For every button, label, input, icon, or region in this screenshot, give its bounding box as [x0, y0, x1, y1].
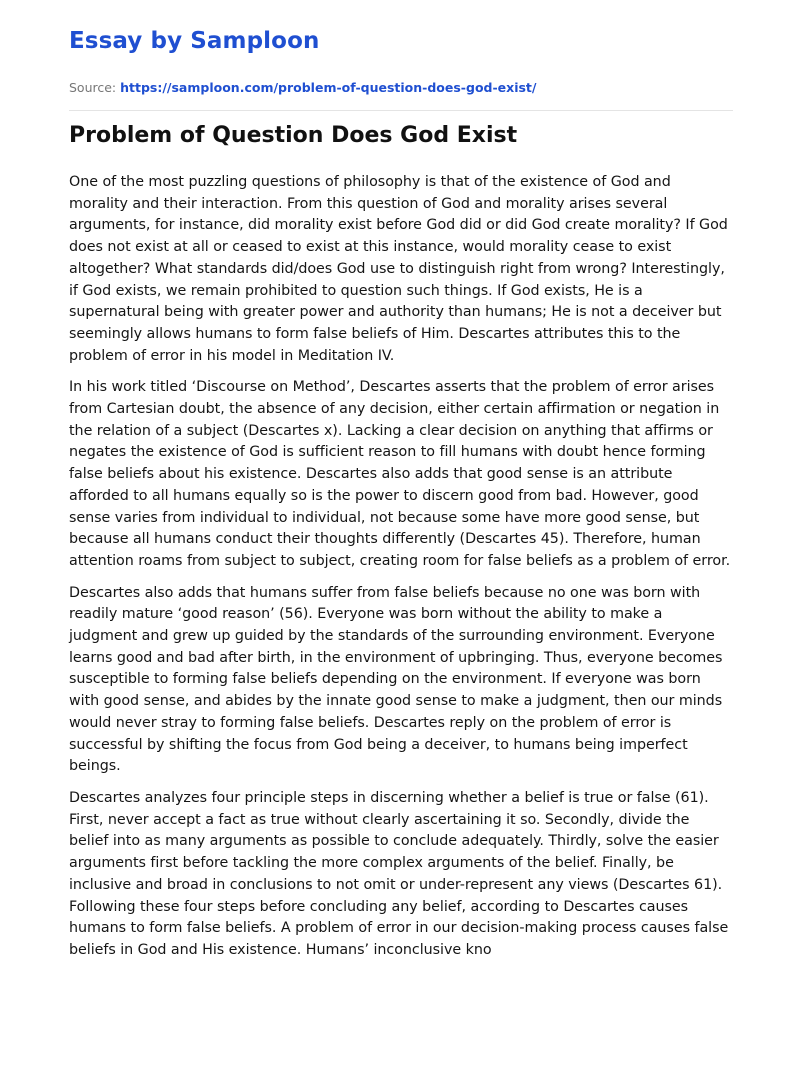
essay-title: Problem of Question Does God Exist: [69, 123, 518, 148]
essay-paragraph: Descartes analyzes four principle steps in discerning whether a belief is true or false (61). First, never accept a fact as true without clearly ascertaining it so. Secondly, divide the belief into as many arguments as possible to conclude adequately. Thirdly, solve the easier arguments first before tackling the more complex arguments of the belief. Finally, be inclusive and broad in conclusions to not omit or under-represent any views (Descartes 61). Following these four steps before concluding any belief, according to Descartes causes humans to form false beliefs. A problem of error in our decision-making process causes false beliefs in God and His existence. Humans’ inconclusive kno: [69, 789, 729, 958]
source-label: Source:: [69, 80, 121, 95]
essay-body: [69, 172, 733, 972]
source-line: [69, 80, 536, 95]
essay-paragraph: In his work titled ‘Discourse on Method’, Descartes asserts that the problem of error arises from Cartesian doubt, the absence of any decision, either certain affirmation or negation in the relation of a subject (Descartes x). Lacking a clear decision on anything that affirms or negates the existence of God is sufficient reason to fill humans with doubt hence forming false beliefs about his existence. Descartes also adds that good sense is an attribute afforded to all humans equally so is the power to discern good from bad. However, good sense varies from individual to individual, not because some have more good sense, but because all humans conduct their thoughts differently (Descartes 45). Therefore, human attention roams from subject to subject, creating room for false beliefs as a problem of error.: [69, 379, 731, 569]
essay-paragraph: Descartes also adds that humans suffer from false beliefs because no one was born with readily mature ‘good reason’ (56). Everyone was born without the ability to make a judgment and grew up guided by the standards of the surrounding environment. Everyone learns good and bad after birth, in the environment of upbringing. Thus, everyone becomes susceptible to forming false beliefs depending on the environment. If everyone was born with good sense, and abides by the innate good sense to make a judgment, then our minds would never stray to forming false beliefs. Descartes reply on the problem of error is successful by shifting the focus from God being a deceiver, to humans being imperfect beings.: [69, 584, 723, 775]
essay-paragraph: One of the most puzzling questions of philosophy is that of the existence of God and morality and their interaction. From this question of God and morality arises several arguments, for instance, did morality exist before God did or did God create morality? If God does not exist at all or ceased to exist at this instance, would morality cease to exist altogether? What standards did/does God use to distinguish right from wrong? Interestingly, if God exists, we remain prohibited to question such things. If God exists, He is a supernatural being with greater power and authority than humans; He is not a deceiver but seemingly allows humans to form false beliefs of Him. Descartes attributes this to the problem of error in his model in Meditation IV.: [69, 174, 728, 364]
header-divider: [69, 110, 733, 111]
source-link[interactable]: https://samploon.com/problem-of-question-does-god-exist/: [120, 80, 537, 95]
site-brand: Essay by Samploon: [69, 28, 320, 54]
